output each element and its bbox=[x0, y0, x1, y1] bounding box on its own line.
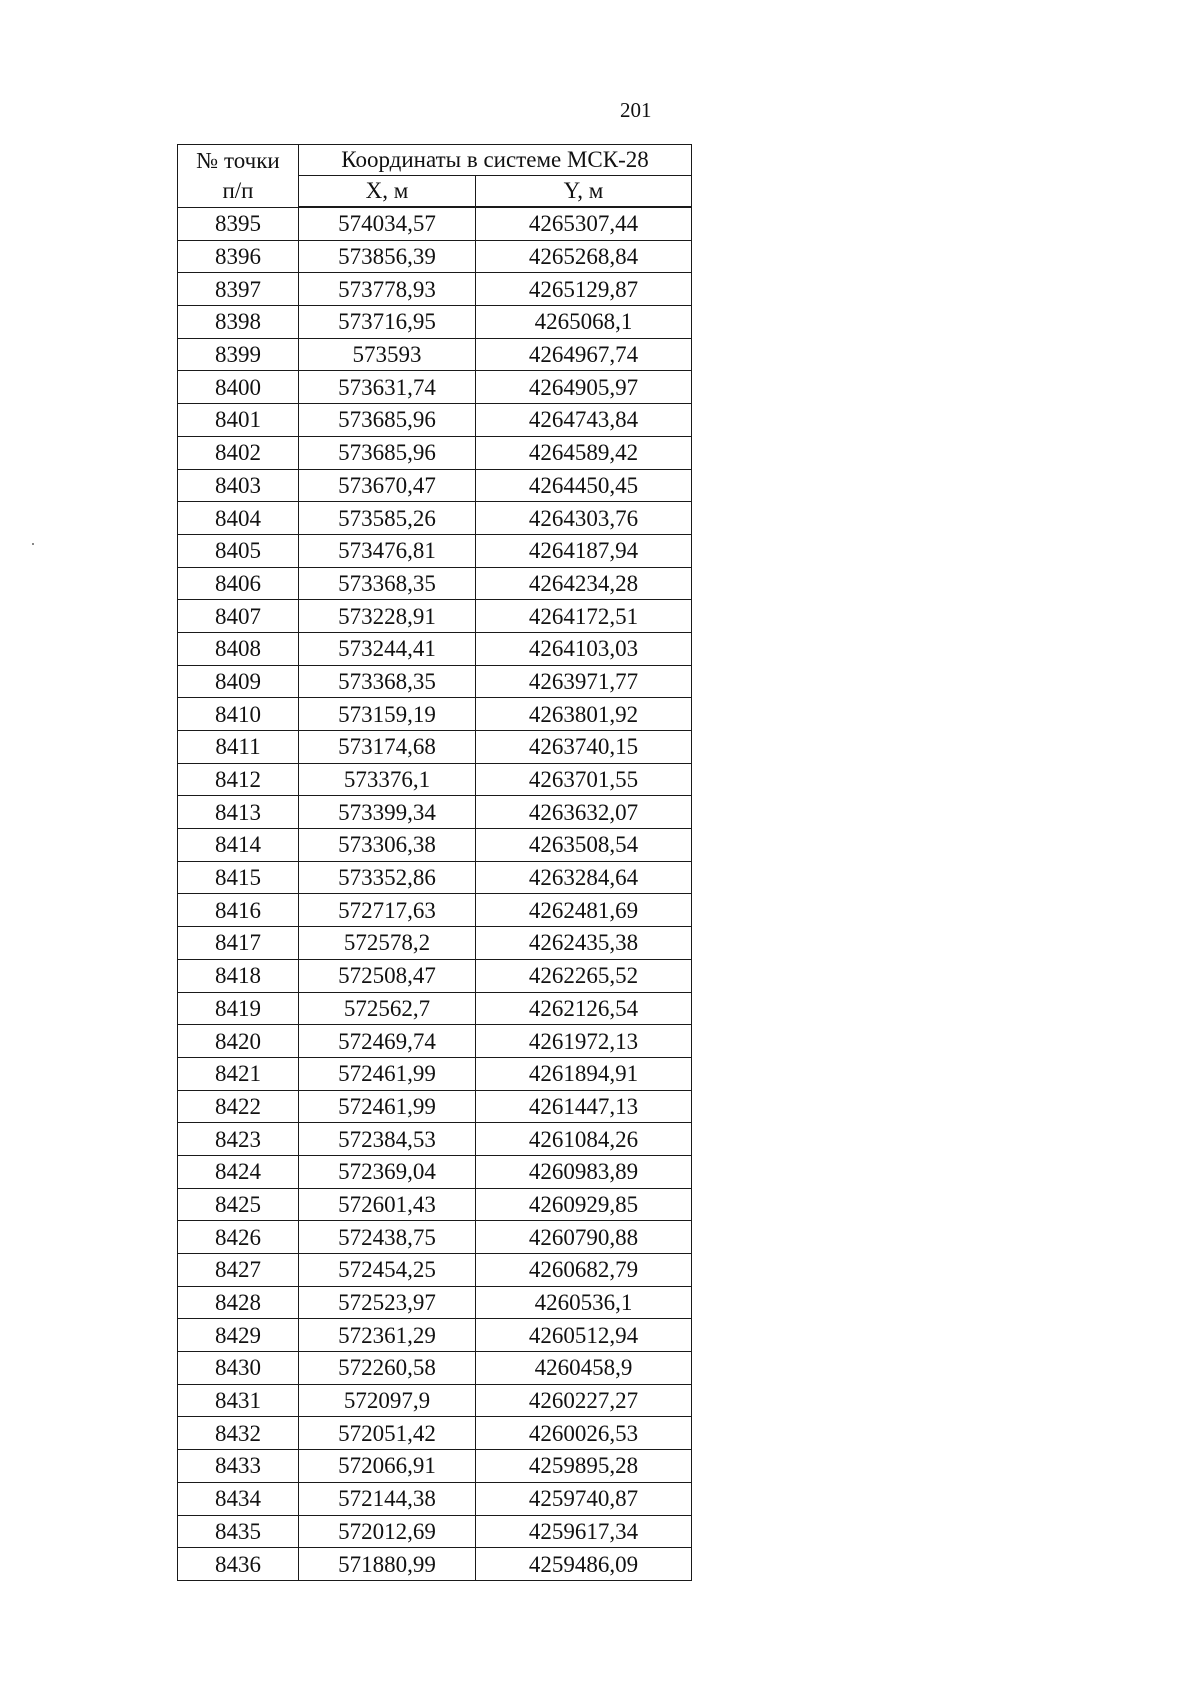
table-row bbox=[178, 1286, 692, 1319]
point-number-cell: 8424 bbox=[178, 1155, 299, 1188]
x-coordinate-cell: 573856,39 bbox=[299, 240, 476, 273]
y-coordinate-cell: 4264743,84 bbox=[476, 404, 692, 437]
y-coordinate-cell: 4260983,89 bbox=[476, 1155, 692, 1188]
x-coordinate-cell: 572066,91 bbox=[299, 1450, 476, 1483]
point-number-cell: 8425 bbox=[178, 1188, 299, 1221]
point-number-cell: 8403 bbox=[178, 469, 299, 502]
point-number-cell: 8410 bbox=[178, 698, 299, 731]
x-coordinate-cell: 573685,96 bbox=[299, 404, 476, 437]
x-coordinate-cell: 573631,74 bbox=[299, 371, 476, 404]
x-coordinate-cell: 573376,1 bbox=[299, 763, 476, 796]
coordinates-group-header: Координаты в системе МСК-28 bbox=[299, 145, 692, 176]
table-row bbox=[178, 665, 692, 698]
x-coordinate-cell: 574034,57 bbox=[299, 207, 476, 240]
y-coordinate-cell: 4263701,55 bbox=[476, 763, 692, 796]
y-coordinate-cell: 4260682,79 bbox=[476, 1254, 692, 1287]
y-coordinate-cell: 4259740,87 bbox=[476, 1482, 692, 1515]
x-coordinate-cell: 573174,68 bbox=[299, 731, 476, 764]
y-coordinate-cell: 4264187,94 bbox=[476, 534, 692, 567]
table-row bbox=[178, 469, 692, 502]
x-coordinate-cell: 573670,47 bbox=[299, 469, 476, 502]
y-coordinate-cell: 4260458,9 bbox=[476, 1352, 692, 1385]
point-number-cell: 8434 bbox=[178, 1482, 299, 1515]
table-row bbox=[178, 1155, 692, 1188]
page-number: 201 bbox=[620, 98, 652, 122]
y-coordinate-cell: 4262265,52 bbox=[476, 959, 692, 992]
point-number-cell: 8417 bbox=[178, 927, 299, 960]
y-coordinate-cell: 4264967,74 bbox=[476, 338, 692, 371]
y-coordinate-cell: 4262481,69 bbox=[476, 894, 692, 927]
point-number-cell: 8409 bbox=[178, 665, 299, 698]
table-row bbox=[178, 600, 692, 633]
y-coordinate-cell: 4265307,44 bbox=[476, 207, 692, 240]
x-coordinate-cell: 572461,99 bbox=[299, 1090, 476, 1123]
table-row bbox=[178, 534, 692, 567]
x-coordinate-cell: 572384,53 bbox=[299, 1123, 476, 1156]
point-number-header-line2: п/п bbox=[222, 177, 254, 203]
x-coordinate-cell: 573399,34 bbox=[299, 796, 476, 829]
table-row bbox=[178, 502, 692, 535]
x-coordinate-cell: 573716,95 bbox=[299, 306, 476, 339]
point-number-cell: 8401 bbox=[178, 404, 299, 437]
y-coordinate-cell: 4263740,15 bbox=[476, 731, 692, 764]
point-number-cell: 8406 bbox=[178, 567, 299, 600]
table-row bbox=[178, 1090, 692, 1123]
table-row bbox=[178, 1188, 692, 1221]
y-coordinate-cell: 4259486,09 bbox=[476, 1548, 692, 1581]
point-number-cell: 8435 bbox=[178, 1515, 299, 1548]
point-number-cell: 8423 bbox=[178, 1123, 299, 1156]
table-row bbox=[178, 731, 692, 764]
x-coordinate-cell: 572361,29 bbox=[299, 1319, 476, 1352]
point-number-cell: 8427 bbox=[178, 1254, 299, 1287]
y-coordinate-cell: 4263508,54 bbox=[476, 829, 692, 862]
point-number-cell: 8404 bbox=[178, 502, 299, 535]
x-coordinate-cell: 573593 bbox=[299, 338, 476, 371]
x-coordinate-cell: 573476,81 bbox=[299, 534, 476, 567]
point-number-header bbox=[178, 145, 299, 208]
table-row bbox=[178, 1025, 692, 1058]
x-coordinate-cell: 573685,96 bbox=[299, 436, 476, 469]
y-column-header: Y, м bbox=[476, 176, 692, 208]
point-number-cell: 8412 bbox=[178, 763, 299, 796]
y-coordinate-cell: 4263284,64 bbox=[476, 861, 692, 894]
y-coordinate-cell: 4260536,1 bbox=[476, 1286, 692, 1319]
point-number-cell: 8415 bbox=[178, 861, 299, 894]
table-row bbox=[178, 632, 692, 665]
x-coordinate-cell: 573585,26 bbox=[299, 502, 476, 535]
y-coordinate-cell: 4262126,54 bbox=[476, 992, 692, 1025]
point-number-cell: 8432 bbox=[178, 1417, 299, 1450]
y-coordinate-cell: 4264589,42 bbox=[476, 436, 692, 469]
y-coordinate-cell: 4265068,1 bbox=[476, 306, 692, 339]
table-row bbox=[178, 894, 692, 927]
table-row bbox=[178, 240, 692, 273]
y-coordinate-cell: 4260929,85 bbox=[476, 1188, 692, 1221]
table-row bbox=[178, 763, 692, 796]
point-number-cell: 8399 bbox=[178, 338, 299, 371]
x-coordinate-cell: 573368,35 bbox=[299, 567, 476, 600]
point-number-cell: 8398 bbox=[178, 306, 299, 339]
table-row bbox=[178, 306, 692, 339]
x-coordinate-cell: 573228,91 bbox=[299, 600, 476, 633]
y-coordinate-cell: 4265268,84 bbox=[476, 240, 692, 273]
point-number-cell: 8400 bbox=[178, 371, 299, 404]
x-column-header: X, м bbox=[299, 176, 476, 208]
y-coordinate-cell: 4259895,28 bbox=[476, 1450, 692, 1483]
table-row bbox=[178, 829, 692, 862]
point-number-cell: 8422 bbox=[178, 1090, 299, 1123]
y-coordinate-cell: 4260227,27 bbox=[476, 1384, 692, 1417]
table-row bbox=[178, 1221, 692, 1254]
y-coordinate-cell: 4264234,28 bbox=[476, 567, 692, 600]
x-coordinate-cell: 572508,47 bbox=[299, 959, 476, 992]
table-body bbox=[178, 207, 692, 1580]
x-coordinate-cell: 573159,19 bbox=[299, 698, 476, 731]
table-row bbox=[178, 1319, 692, 1352]
x-coordinate-cell: 572012,69 bbox=[299, 1515, 476, 1548]
y-coordinate-cell: 4264450,45 bbox=[476, 469, 692, 502]
table-row bbox=[178, 861, 692, 894]
x-coordinate-cell: 573306,38 bbox=[299, 829, 476, 862]
table-header bbox=[178, 145, 692, 208]
x-coordinate-cell: 572469,74 bbox=[299, 1025, 476, 1058]
point-number-cell: 8429 bbox=[178, 1319, 299, 1352]
point-number-cell: 8421 bbox=[178, 1057, 299, 1090]
x-coordinate-cell: 572144,38 bbox=[299, 1482, 476, 1515]
table-row bbox=[178, 698, 692, 731]
table-row bbox=[178, 1515, 692, 1548]
table-row bbox=[178, 338, 692, 371]
point-number-cell: 8395 bbox=[178, 207, 299, 240]
table-row bbox=[178, 1482, 692, 1515]
table-row bbox=[178, 992, 692, 1025]
x-coordinate-cell: 572562,7 bbox=[299, 992, 476, 1025]
table-row bbox=[178, 796, 692, 829]
point-number-header-line1: № точки bbox=[196, 147, 280, 173]
x-coordinate-cell: 572260,58 bbox=[299, 1352, 476, 1385]
y-coordinate-cell: 4264172,51 bbox=[476, 600, 692, 633]
point-number-cell: 8402 bbox=[178, 436, 299, 469]
table-row bbox=[178, 1254, 692, 1287]
point-number-cell: 8396 bbox=[178, 240, 299, 273]
point-number-cell: 8431 bbox=[178, 1384, 299, 1417]
table-row bbox=[178, 567, 692, 600]
x-coordinate-cell: 572051,42 bbox=[299, 1417, 476, 1450]
point-number-cell: 8436 bbox=[178, 1548, 299, 1581]
point-number-cell: 8397 bbox=[178, 273, 299, 306]
table-row bbox=[178, 404, 692, 437]
y-coordinate-cell: 4262435,38 bbox=[476, 927, 692, 960]
y-coordinate-cell: 4265129,87 bbox=[476, 273, 692, 306]
table-row bbox=[178, 1123, 692, 1156]
y-coordinate-cell: 4261447,13 bbox=[476, 1090, 692, 1123]
table-row bbox=[178, 207, 692, 240]
point-number-cell: 8426 bbox=[178, 1221, 299, 1254]
point-number-cell: 8416 bbox=[178, 894, 299, 927]
point-number-cell: 8414 bbox=[178, 829, 299, 862]
y-coordinate-cell: 4261084,26 bbox=[476, 1123, 692, 1156]
point-number-cell: 8413 bbox=[178, 796, 299, 829]
x-coordinate-cell: 572601,43 bbox=[299, 1188, 476, 1221]
table-row bbox=[178, 371, 692, 404]
y-coordinate-cell: 4263632,07 bbox=[476, 796, 692, 829]
y-coordinate-cell: 4260790,88 bbox=[476, 1221, 692, 1254]
table-row bbox=[178, 1450, 692, 1483]
scan-speck bbox=[32, 543, 34, 545]
point-number-cell: 8407 bbox=[178, 600, 299, 633]
y-coordinate-cell: 4263801,92 bbox=[476, 698, 692, 731]
y-coordinate-cell: 4263971,77 bbox=[476, 665, 692, 698]
header-row-1 bbox=[178, 145, 692, 176]
point-number-cell: 8433 bbox=[178, 1450, 299, 1483]
point-number-cell: 8405 bbox=[178, 534, 299, 567]
y-coordinate-cell: 4260026,53 bbox=[476, 1417, 692, 1450]
x-coordinate-cell: 573778,93 bbox=[299, 273, 476, 306]
y-coordinate-cell: 4264103,03 bbox=[476, 632, 692, 665]
table-row bbox=[178, 1417, 692, 1450]
point-number-cell: 8420 bbox=[178, 1025, 299, 1058]
x-coordinate-cell: 573368,35 bbox=[299, 665, 476, 698]
table-row bbox=[178, 1548, 692, 1581]
x-coordinate-cell: 572717,63 bbox=[299, 894, 476, 927]
point-number-cell: 8419 bbox=[178, 992, 299, 1025]
y-coordinate-cell: 4264303,76 bbox=[476, 502, 692, 535]
x-coordinate-cell: 572097,9 bbox=[299, 1384, 476, 1417]
table-row bbox=[178, 959, 692, 992]
table-row bbox=[178, 1384, 692, 1417]
table-row bbox=[178, 436, 692, 469]
x-coordinate-cell: 572578,2 bbox=[299, 927, 476, 960]
point-number-cell: 8418 bbox=[178, 959, 299, 992]
table-row bbox=[178, 927, 692, 960]
x-coordinate-cell: 572454,25 bbox=[299, 1254, 476, 1287]
y-coordinate-cell: 4260512,94 bbox=[476, 1319, 692, 1352]
table-row bbox=[178, 1352, 692, 1385]
x-coordinate-cell: 572461,99 bbox=[299, 1057, 476, 1090]
y-coordinate-cell: 4264905,97 bbox=[476, 371, 692, 404]
coordinates-table bbox=[177, 144, 692, 1581]
x-coordinate-cell: 572523,97 bbox=[299, 1286, 476, 1319]
point-number-cell: 8428 bbox=[178, 1286, 299, 1319]
x-coordinate-cell: 573244,41 bbox=[299, 632, 476, 665]
x-coordinate-cell: 572369,04 bbox=[299, 1155, 476, 1188]
point-number-cell: 8411 bbox=[178, 731, 299, 764]
y-coordinate-cell: 4259617,34 bbox=[476, 1515, 692, 1548]
y-coordinate-cell: 4261894,91 bbox=[476, 1057, 692, 1090]
table-row bbox=[178, 273, 692, 306]
x-coordinate-cell: 571880,99 bbox=[299, 1548, 476, 1581]
table-row bbox=[178, 1057, 692, 1090]
y-coordinate-cell: 4261972,13 bbox=[476, 1025, 692, 1058]
x-coordinate-cell: 573352,86 bbox=[299, 861, 476, 894]
point-number-cell: 8408 bbox=[178, 632, 299, 665]
point-number-cell: 8430 bbox=[178, 1352, 299, 1385]
x-coordinate-cell: 572438,75 bbox=[299, 1221, 476, 1254]
